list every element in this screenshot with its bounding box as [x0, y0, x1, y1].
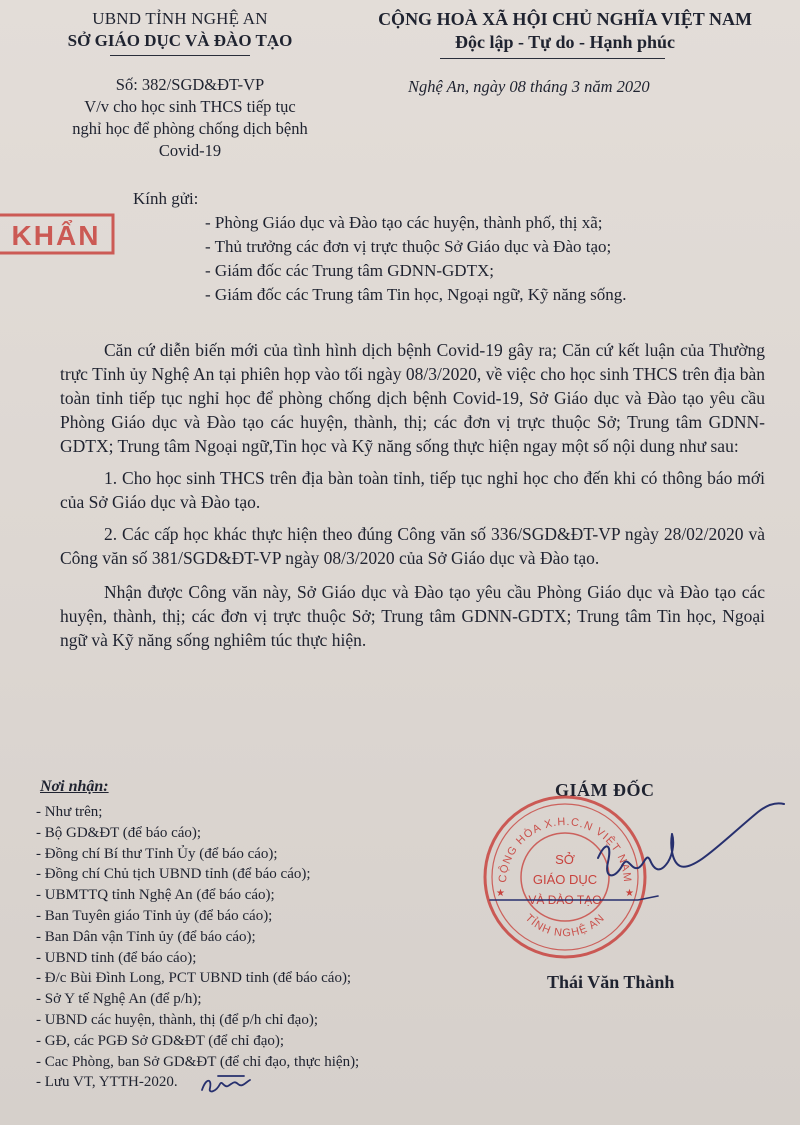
distribution-item: - Ban Dân vận Tỉnh ủy (để báo cáo); — [36, 928, 256, 945]
seal-star-left: ★ — [496, 888, 505, 899]
salutation: Kính gửi: — [133, 189, 199, 208]
body-paragraph: 2. Các cấp học khác thực hiện theo đúng Công văn số 336/SGD&ĐT-VP ngày 28/02/2020 và Công văn số 381/SGD&ĐT-VP ngày 08/3/2020 của Sở Giáo dục và Đào tạo. — [60, 524, 765, 568]
distribution-heading: Nơi nhận: — [40, 778, 109, 795]
subject-line-1: V/v cho học sinh THCS tiếp tục — [84, 97, 296, 116]
distribution-list — [36, 802, 359, 1093]
issuing-agency — [30, 8, 330, 52]
svg-text:TỈNH NGHỆ AN — [523, 912, 608, 939]
director-signature — [488, 800, 788, 910]
recipient-item: - Giám đốc các Trung tâm GDNN-GDTX; — [205, 261, 494, 280]
recipients-list — [205, 211, 626, 307]
urgent-stamp-text: KHẨN — [11, 220, 101, 251]
recipient-item: - Giám đốc các Trung tâm Tin học, Ngoại ngữ, Kỹ năng sống. — [205, 285, 627, 304]
signer-title: GIÁM ĐỐC — [555, 780, 655, 800]
distribution-item: - GĐ, các PGĐ Sở GD&ĐT (để chỉ đạo); — [36, 1032, 285, 1049]
distribution-item: - UBMTTQ tỉnh Nghệ An (để báo cáo); — [36, 887, 275, 904]
issue-date: Nghệ An, ngày 08 tháng 3 năm 2020 — [408, 77, 650, 96]
distribution-item: - Đồng chí Chủ tịch UBND tỉnh (để báo cáo); — [36, 866, 311, 883]
subject-line-3: Covid-19 — [158, 141, 222, 160]
national-motto — [330, 8, 800, 54]
body-paragraph: Nhận được Công văn này, Sở Giáo dục và Đào tạo yêu cầu Phòng Giáo dục và Đào tạo các huyện, thành, thị; các đơn vị trực thuộc Sở; Trung tâm GDNN-GDTX; Trung tâm Tin học, Ngoại ngữ và Kỹ năng sống nghiêm túc thực hiện. — [60, 582, 765, 650]
distribution-item: - Đồng chí Bí thư Tỉnh Ủy (để báo cáo); — [36, 845, 278, 862]
seal-line-3: VÀ ĐÀO TẠO — [528, 893, 602, 907]
agency-underline — [110, 55, 250, 56]
motto-underline — [440, 58, 665, 59]
seal-star-right: ★ — [625, 888, 634, 899]
seal-arc-top: CỘNG HÒA X.H.C.N VIỆT NAM — [496, 815, 634, 884]
agency-name: SỞ GIÁO DỤC VÀ ĐÀO TẠO — [67, 31, 293, 50]
seal-line-2: GIÁO DỤC — [532, 872, 598, 887]
agency-parent: UBND TỈNH NGHỆ AN — [92, 9, 268, 28]
distribution-item: - Sở Y tế Nghệ An (để p/h); — [36, 991, 202, 1008]
distribution-item: - Như trên; — [36, 804, 103, 820]
distribution-item: - UBND tỉnh (để báo cáo); — [36, 949, 197, 966]
seal-arc-bottom: TỈNH NGHỆ AN — [522, 911, 608, 940]
distribution-item: - Đ/c Bùi Đình Long, PCT UBND tỉnh (để báo cáo); — [36, 970, 352, 987]
body-paragraph: Căn cứ diễn biến mới của tình hình dịch bệnh Covid-19 gây ra; Căn cứ kết luận của Thường trực Tỉnh ủy Nghệ An tại phiên họp vào tối ngày 08/3/2020, về việc cho học sinh THCS trên địa bàn toàn tỉnh tiếp tục nghỉ học để phòng chống dịch bệnh Covid-19, Sở Giáo dục và Đào tạo yêu cầu Phòng Giáo dục và Đào tạo các huyện, thành, thị; các đơn vị trực thuộc Sở; Trung tâm GDNN-GDTX; Trung tâm Ngoại ngữ,Tin học và Kỹ năng sống thực hiện ngay một số nội dung như sau: — [60, 340, 765, 456]
recipient-item: - Thủ trưởng các đơn vị trực thuộc Sở Giáo dục và Đào tạo; — [205, 237, 612, 256]
signer-name: Thái Văn Thành — [547, 972, 675, 992]
document-number: Số: 382/SGD&ĐT-VP — [115, 75, 265, 94]
country-name: CỘNG HOÀ XÃ HỘI CHỦ NGHĨA VIỆT NAM — [378, 9, 752, 29]
recipient-item: - Phòng Giáo dục và Đào tạo các huyện, thành phố, thị xã; — [205, 213, 603, 232]
urgent-stamp — [0, 212, 116, 256]
distribution-item: - Ban Tuyên giáo Tỉnh ủy (để báo cáo); — [36, 907, 273, 924]
distribution-item: - Bộ GD&ĐT (để báo cáo); — [36, 824, 202, 841]
document-reference — [40, 74, 340, 162]
body-paragraph: 1. Cho học sinh THCS trên địa bàn toàn tỉnh, tiếp tục nghỉ học cho đến khi có thông báo mới của Sở Giáo dục và Đào tạo. — [60, 468, 765, 512]
subject-line-2: nghỉ học để phòng chống dịch bệnh — [72, 119, 308, 138]
seal-line-1: SỞ — [555, 852, 575, 867]
document-body — [60, 338, 765, 662]
distribution-item: - Cac Phòng, ban Sở GD&ĐT (để chỉ đạo, thực hiện); — [36, 1053, 360, 1070]
distribution-item: - Lưu VT, YTTH-2020. — [36, 1074, 178, 1091]
distribution-item: - UBND các huyện, thành, thị (để p/h chỉ đạo); — [36, 1011, 319, 1028]
motto: Độc lập - Tự do - Hạnh phúc — [454, 32, 676, 52]
clerk-initial-signature — [198, 1070, 258, 1098]
